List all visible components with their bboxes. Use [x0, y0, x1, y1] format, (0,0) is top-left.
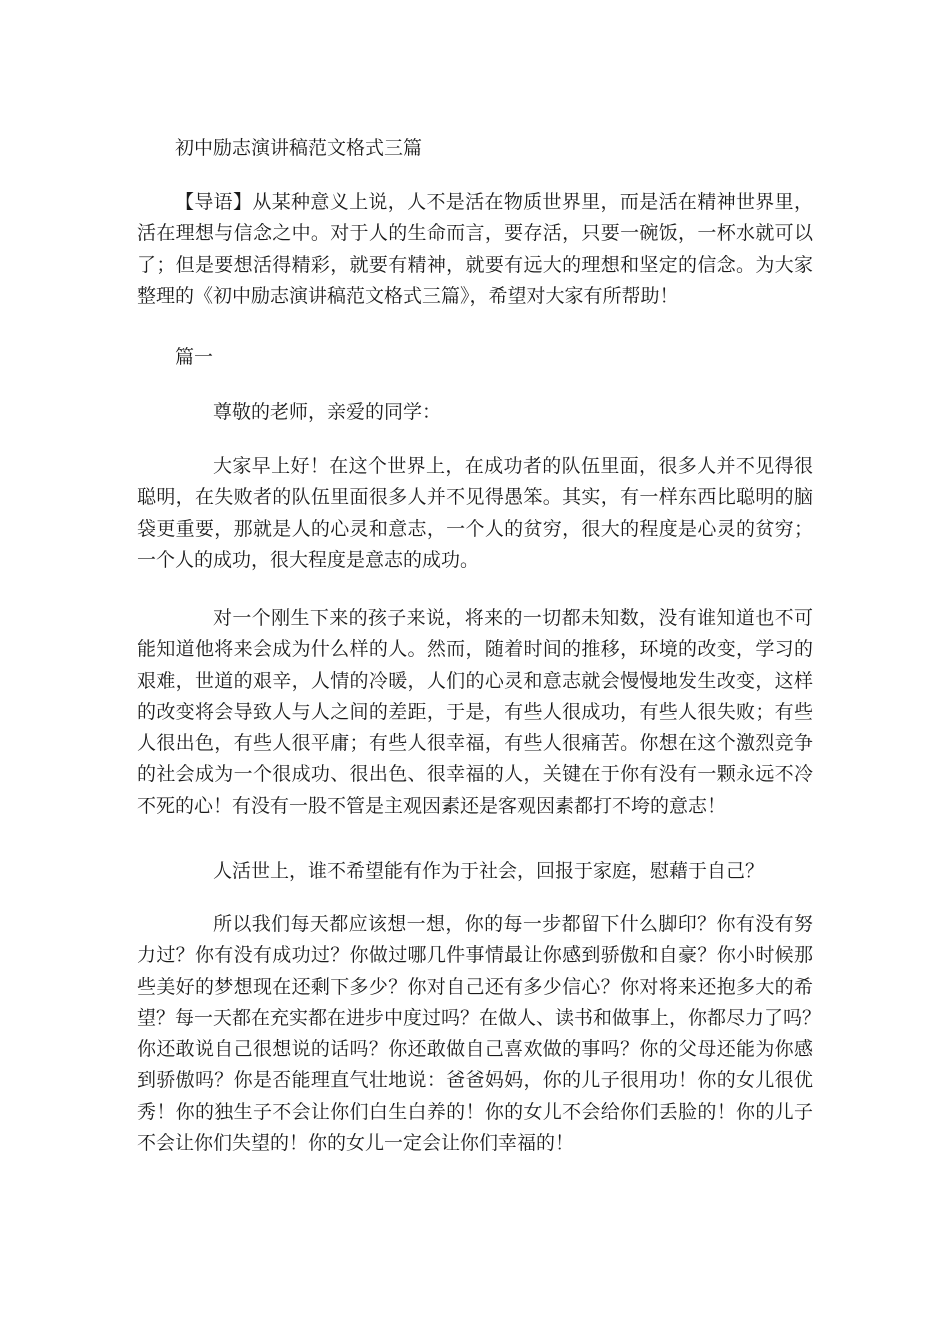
paragraph-line: 的社会成为一个很成功、很出色、很幸福的人，关键在于你有没有一颗永远不冷 — [137, 763, 813, 786]
paragraph-line: 大家早上好！在这个世界上，在成功者的队伍里面，很多人并不见得很 — [213, 455, 813, 477]
paragraph-line: 艰难，世道的艰辛，人情的冷暖，人们的心灵和意志就会慢慢地发生改变，这样 — [137, 669, 813, 692]
intro-line: 活在理想与信念之中。对于人的生命而言，要存活，只要一碗饭，一杯水就可以 — [137, 222, 813, 245]
paragraph-line: 对一个刚生下来的孩子来说，将来的一切都未知数，没有谁知道也不可 — [213, 607, 813, 629]
paragraph-1 — [137, 451, 813, 576]
intro-line: 了；但是要想活得精彩，就要有精神，就要有远大的理想和坚定的信念。为大家 — [137, 253, 813, 276]
paragraph-line: 不会让你们失望的！你的女儿一定会让你们幸福的！ — [137, 1132, 575, 1155]
paragraph-line: 到骄傲吗？你是否能理直气壮地说：爸爸妈妈，你的儿子很用功！你的女儿很优 — [137, 1069, 813, 1092]
paragraph-line: 些美好的梦想现在还剩下多少？你对自己还有多少信心？你对将来还抱多大的希 — [137, 975, 813, 998]
paragraph-4 — [137, 909, 822, 1159]
paragraph-line: 你还敢说自己很想说的话吗？你还敢做自己喜欢做的事吗？你的父母还能为你感 — [137, 1038, 813, 1061]
paragraph-line: 聪明，在失败者的队伍里面很多人并不见得愚笨。其实，有一样东西比聪明的脑 — [137, 486, 813, 509]
paragraph-line: 袋更重要，那就是人的心灵和意志，一个人的贫穷，很大的程度是心灵的贫穷； — [137, 517, 813, 540]
paragraph-line: 望？每一天都在充实都在进步中度过吗？在做人、读书和做事上，你都尽力了吗？ — [137, 1006, 822, 1029]
paragraph-line: 所以我们每天都应该想一想，你的每一步都留下什么脚印？你有没有努 — [213, 913, 813, 935]
paragraph-line: 一个人的成功，很大程度是意志的成功。 — [137, 548, 480, 571]
paragraph-line: 不死的心！有没有一股不管是主观因素还是客观因素都打不垮的意志！ — [137, 794, 727, 817]
paragraph-3: 人活世上，谁不希望能有作为于社会，回报于家庭，慰藉于自己？ — [213, 860, 765, 882]
paragraph-2 — [137, 603, 813, 822]
paragraph-line: 人很出色，有些人很平庸；有些人很幸福，有些人很痛苦。你想在这个激烈竞争 — [137, 732, 813, 755]
paragraph-line: 力过？你有没有成功过？你做过哪几件事情最让你感到骄傲和自豪？你小时候那 — [137, 944, 813, 967]
paragraph-line: 秀！你的独生子不会让你们白生白养的！你的女儿不会给你们丢脸的！你的儿子 — [137, 1100, 813, 1123]
intro-line: 【导语】从某种意义上说，人不是活在物质世界里，而是活在精神世界里， — [175, 191, 813, 213]
intro-paragraph — [137, 187, 813, 312]
document-title: 初中励志演讲稿范文格式三篇 — [175, 137, 423, 159]
salutation: 尊敬的老师，亲爱的同学： — [213, 401, 442, 423]
paragraph-line: 的改变将会导致人与人之间的差距，于是，有些人很成功，有些人很失败；有些 — [137, 700, 813, 723]
section-heading: 篇一 — [175, 346, 214, 368]
paragraph-line: 能知道他将来会成为什么样的人。然而，随着时间的推移，环境的改变，学习的 — [137, 638, 813, 661]
intro-line: 整理的《初中励志演讲稿范文格式三篇》，希望对大家有所帮助！ — [137, 284, 679, 307]
